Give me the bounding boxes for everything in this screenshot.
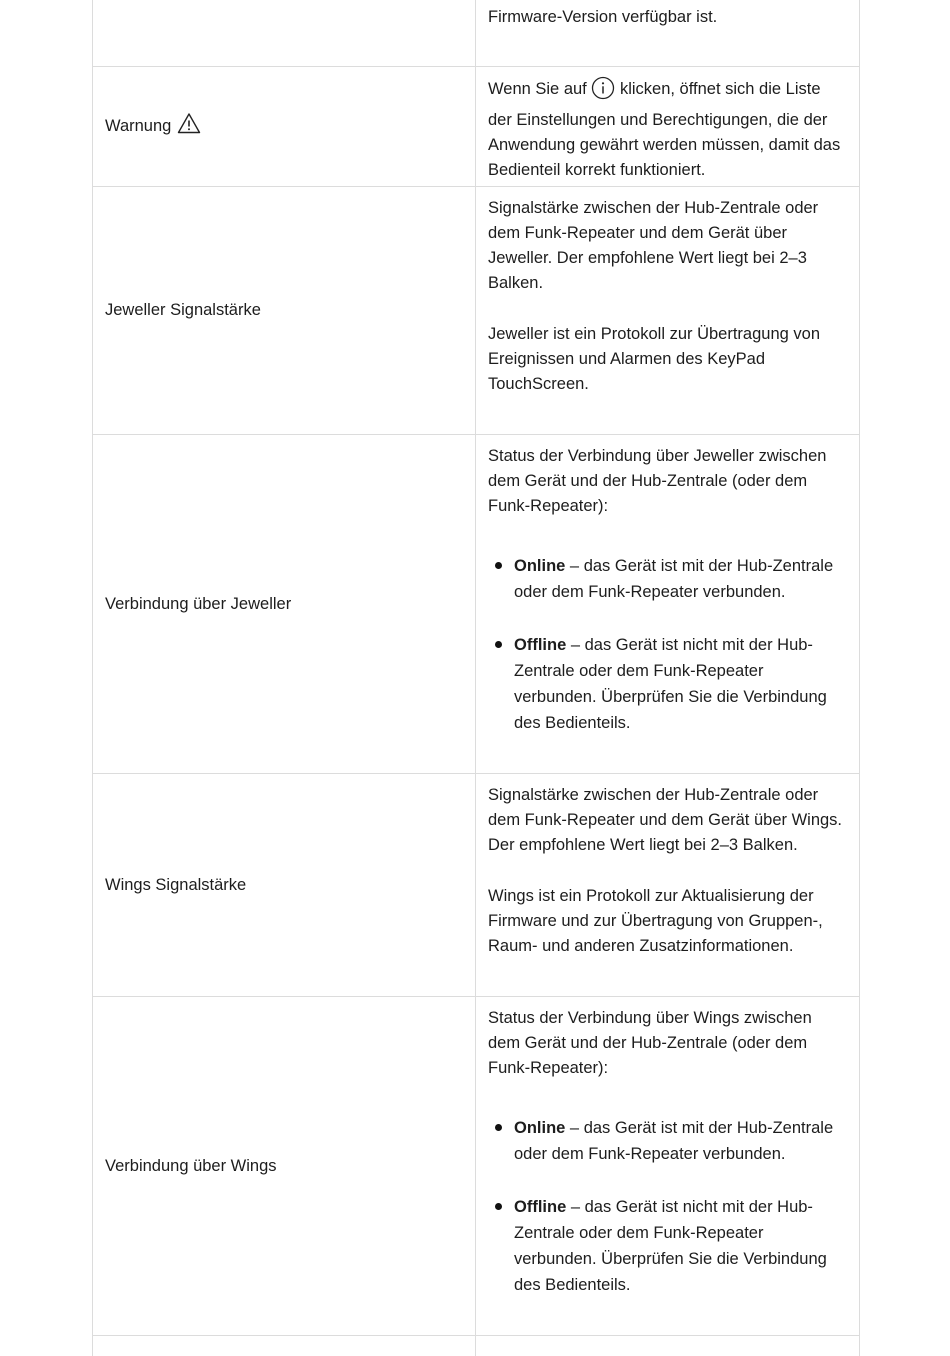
status-text: – das Gerät ist mit der Hub-Zentrale oder dem Funk-Repeater verbunden. [514,1119,834,1163]
warning-triangle-icon [177,112,201,142]
desc-rest: der Einstellungen und Berechtigungen, die der Anwendung gewährt werden müssen, damit das Bedienteil korrekt funktioniert. [488,111,841,179]
row-desc-cell [476,0,859,66]
list-item [488,1194,847,1298]
table-row-warnung [93,67,859,187]
status-list [488,553,847,736]
row-desc-cell [476,997,859,1335]
row-label: Warnung [105,117,172,135]
table-row-wings-signal [93,774,859,997]
row-label-cell [93,67,476,186]
row-label-cell [93,774,476,996]
row-desc-p1: Status der Verbindung über Jeweller zwischen dem Gerät und der Hub-Zentrale (oder dem Funk-Repeater): [488,447,827,515]
table-row-jeweller-signal [93,187,859,435]
row-desc-text: Firmware-Version verfügbar ist. [488,8,718,26]
row-label: Wings Signalstärke [105,875,247,894]
status-text: – das Gerät ist nicht mit der Hub-Zentrale oder dem Funk-Repeater verbunden. Überprüfen Sie die Verbindung des Bedienteils. [514,1198,827,1294]
row-desc-cell [476,67,859,186]
table-row [93,0,859,67]
status-term: Offline [514,1198,567,1216]
table-row-wings-connection [93,997,859,1336]
row-label-cell [93,1336,476,1356]
list-item [488,1115,847,1167]
row-label: Verbindung über Jeweller [105,594,292,613]
row-label: Verbindung über Wings [105,1156,277,1175]
settings-table [92,0,860,1356]
row-desc-p1: Signalstärke zwischen der Hub-Zentrale oder dem Funk-Repeater und dem Gerät über Wings. Der empfohlene Wert liegt bei 2–3 Balken. [488,786,843,854]
list-item [488,632,847,736]
row-label: Jeweller Signalstärke [105,301,261,319]
status-text: – das Gerät ist nicht mit der Hub-Zentrale oder dem Funk-Repeater verbunden. Überprüfen Sie die Verbindung des Bedienteils. [514,636,827,732]
row-desc-cell [476,435,859,773]
status-term: Offline [514,636,567,654]
info-circle-icon [591,76,615,108]
status-term: Online [514,557,566,575]
status-text: – das Gerät ist mit der Hub-Zentrale oder dem Funk-Repeater verbunden. [514,557,834,601]
row-label-cell [93,0,476,66]
row-label-cell [93,997,476,1335]
row-desc-cell [476,774,859,996]
row-desc-p2: Jeweller ist ein Protokoll zur Übertragung von Ereignissen und Alarmen des KeyPad TouchScreen. [488,325,820,393]
desc-prefix: Wenn Sie auf [488,80,587,98]
table-row [93,1336,859,1356]
row-desc-p1: Status der Verbindung über Wings zwischen dem Gerät und der Hub-Zentrale (oder dem Funk-Repeater): [488,1009,812,1077]
row-desc-p2: Wings ist ein Protokoll zur Aktualisierung der Firmware und zur Übertragung von Gruppen-, Raum- und anderen Zusatzinformationen. [488,887,823,955]
desc-suffix: klicken, öffnet sich die Liste [619,80,821,98]
table-row-jeweller-connection [93,435,859,774]
status-term: Online [514,1119,566,1137]
row-label-cell [93,187,476,434]
row-desc-text [488,76,847,183]
status-list [488,1115,847,1298]
row-desc-cell [476,187,859,434]
row-label-cell [93,435,476,773]
list-item [488,553,847,605]
row-desc-p1: Signalstärke zwischen der Hub-Zentrale oder dem Funk-Repeater und dem Gerät über Jeweller. Der empfohlene Wert liegt bei 2–3 Balken. [488,199,819,292]
row-desc-cell [476,1336,859,1356]
